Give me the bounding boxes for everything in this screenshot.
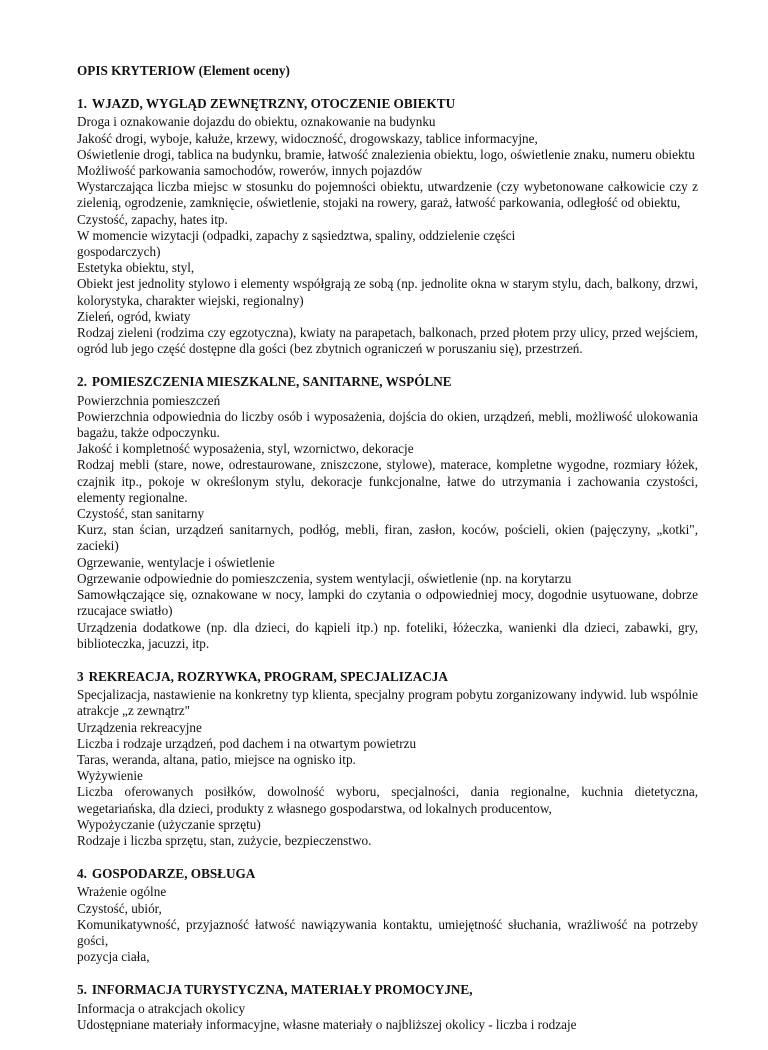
criterion-line: Zieleń, ogród, kwiaty bbox=[77, 308, 191, 324]
criterion-line: Czystość, ubiór, bbox=[77, 900, 162, 916]
criterion-line: Wypożyczanie (użyczanie sprzętu) bbox=[77, 816, 261, 832]
criterion-line: Ogrzewanie, wentylacje i oświetlenie bbox=[77, 554, 275, 570]
section-title: POMIESZCZENIA MIESZKALNE, SANITARNE, WSPÓLNE bbox=[91, 374, 452, 390]
section-4 bbox=[77, 866, 698, 965]
section-5 bbox=[77, 982, 698, 1033]
criterion-line: Informacja o atrakcjach okolicy bbox=[77, 1000, 246, 1016]
section-3 bbox=[77, 669, 698, 849]
document-page bbox=[77, 63, 698, 1050]
section-heading bbox=[77, 374, 698, 390]
criterion-line: Kurz, stan ścian, urządzeń sanitarnych, podłóg, mebli, firan, zasłon, koców, pościeli, okien (pajęczyny, „kotki", zacieki) bbox=[77, 522, 698, 554]
section-heading bbox=[77, 982, 698, 998]
section-number: 3 bbox=[77, 668, 84, 684]
document-title: OPIS KRYTERIOW (Element oceny) bbox=[77, 63, 290, 78]
section-heading bbox=[77, 866, 698, 882]
section-number: 5. bbox=[77, 982, 87, 998]
criterion-line: Czystość, zapachy, hates itp. bbox=[77, 211, 228, 227]
section-1 bbox=[77, 96, 698, 357]
criterion-line: Komunikatywność, przyjazność łatwość nawiązywania kontaktu, umiejętność słuchania, wrażliwość na potrzeby gości, bbox=[77, 916, 698, 948]
section-title: INFORMACJA TURYSTYCZNA, MATERIAŁY PROMOCYJNE, bbox=[91, 982, 473, 998]
criterion-line: Estetyka obiektu, styl, bbox=[77, 260, 195, 276]
criterion-line: Taras, weranda, altana, patio, miejsce na ognisko itp. bbox=[77, 751, 356, 767]
criterion-line: Jakość drogi, wyboje, kałuże, krzewy, widoczność, drogowskazy, tablice informacyjne, bbox=[77, 130, 538, 146]
section-2 bbox=[77, 374, 698, 651]
section-number: 4. bbox=[77, 866, 87, 882]
criterion-line: Samowłączające się, oznakowane w nocy, lampki do czytania o odpowiedniej mocy, dogodnie usytuowane, dobrze rzucajace swiatło) bbox=[77, 587, 698, 619]
section-number: 1. bbox=[77, 96, 87, 112]
criterion-line: Specjalizacja, nastawienie na konkretny typ klienta, specjalny program pobytu zorganizowany indywid. lub wspólnie atrakcje „z zewnątrz" bbox=[77, 687, 698, 719]
criterion-line: Liczba i rodzaje urządzeń, pod dachem i na otwartym powietrzu bbox=[77, 735, 417, 751]
criterion-line: Wystarczająca liczba miejsc w stosunku do pojemności obiektu, utwardzenie (czy wybetonowane całkowicie czy z zielenią, ogrodzenie, zamknięcie, oświetlenie, stojaki na rowery, garaż, łatwość parkowania, odległość od obiektu, bbox=[77, 179, 698, 211]
criterion-line: Powierzchnia odpowiednia do liczby osób i wyposażenia, dojścia do okien, urządzeń, mebli, możliwość ulokowania bagażu, także odpoczynku. bbox=[77, 408, 698, 441]
criterion-line: Oświetlenie drogi, tablica na budynku, bramie, łatwość znalezienia obiektu, logo, oświetlenie znaku, numeru obiektu bbox=[77, 146, 695, 162]
criterion-line: pozycja ciała, bbox=[77, 949, 150, 965]
section-title: GOSPODARZE, OBSŁUGA bbox=[91, 866, 256, 882]
criterion-line: W momencie wizytacji (odpadki, zapachy z sąsiedztwa, spaliny, oddzielenie części gospodarczych) bbox=[77, 227, 516, 260]
criterion-line: Rodzaj mebli (stare, nowe, odrestaurowane, zniszczone, stylowe), materace, kompletne wygodne, rozmiary łóżek, czajnik itp., pokoje w określonym stylu, dekoracje funkcjonalne, łatwe do utrzymania i zachowania czystości, elementy regionalne. bbox=[77, 457, 698, 505]
criterion-line: Wrażenie ogólne bbox=[77, 884, 167, 900]
criterion-line: Udostępniane materiały informacyjne, własne materiały o najbliższej okolicy - liczba i rodzaje bbox=[77, 1016, 577, 1032]
criterion-line: Droga i oznakowanie dojazdu do obiektu, oznakowanie na budynku bbox=[77, 114, 436, 130]
criterion-line: Liczba oferowanych posiłków, dowolność wyboru, specjalności, dania regionalne, kuchnia dietetyczna, wegetariańska, dla dzieci, produkty z własnego gospodarstwa, od lokalnych producentow, bbox=[77, 784, 698, 816]
criterion-line: Możliwość parkowania samochodów, rowerów, innych pojazdów bbox=[77, 163, 423, 179]
criterion-line: Powierzchnia pomieszczeń bbox=[77, 392, 221, 408]
section-heading bbox=[77, 96, 698, 112]
section-title: WJAZD, WYGLĄD ZEWNĘTRZNY, OTOCZENIE OBIEKTU bbox=[91, 96, 456, 112]
section-heading bbox=[77, 669, 698, 685]
criterion-line: Ogrzewanie odpowiednie do pomieszczenia, system wentylacji, oświetlenie (np. na korytarzu bbox=[77, 570, 572, 586]
criterion-line: Rodzaje i liczba sprzętu, stan, zużycie, bezpieczenstwo. bbox=[77, 832, 372, 848]
section-title: REKREACJA, ROZRYWKA, PROGRAM, SPECJALIZACJA bbox=[88, 668, 448, 684]
criterion-line: Obiekt jest jednolity stylowo i elementy współgrają ze sobą (np. jednolite okna w starym stylu, dach, balkony, drzwi, kolorystyka, charakter wiejski, regionalny) bbox=[77, 276, 698, 308]
criterion-line: Urządzenia dodatkowe (np. dla dzieci, do kąpieli itp.) np. foteliki, łóżeczka, wanienki dla dzieci, zabawki, gry, biblioteczka, jacuzzi, itp. bbox=[77, 619, 698, 651]
criterion-line: Rodzaj zieleni (rodzima czy egzotyczna), kwiaty na parapetach, balkonach, przed płotem przy ulicy, przed wejściem, ogród lub jego część dostępne dla gości (bez zbytnich ograniczeń w poruszaniu się), przestrzeń. bbox=[77, 325, 698, 357]
criterion-line: Urządzenia rekreacyjne bbox=[77, 719, 202, 735]
criterion-line: Czystość, stan sanitarny bbox=[77, 506, 205, 522]
section-number: 2. bbox=[77, 374, 87, 390]
criterion-line: Jakość i kompletność wyposażenia, styl, wzornictwo, dekoracje bbox=[77, 441, 414, 457]
criterion-line: Wyżywienie bbox=[77, 768, 143, 784]
